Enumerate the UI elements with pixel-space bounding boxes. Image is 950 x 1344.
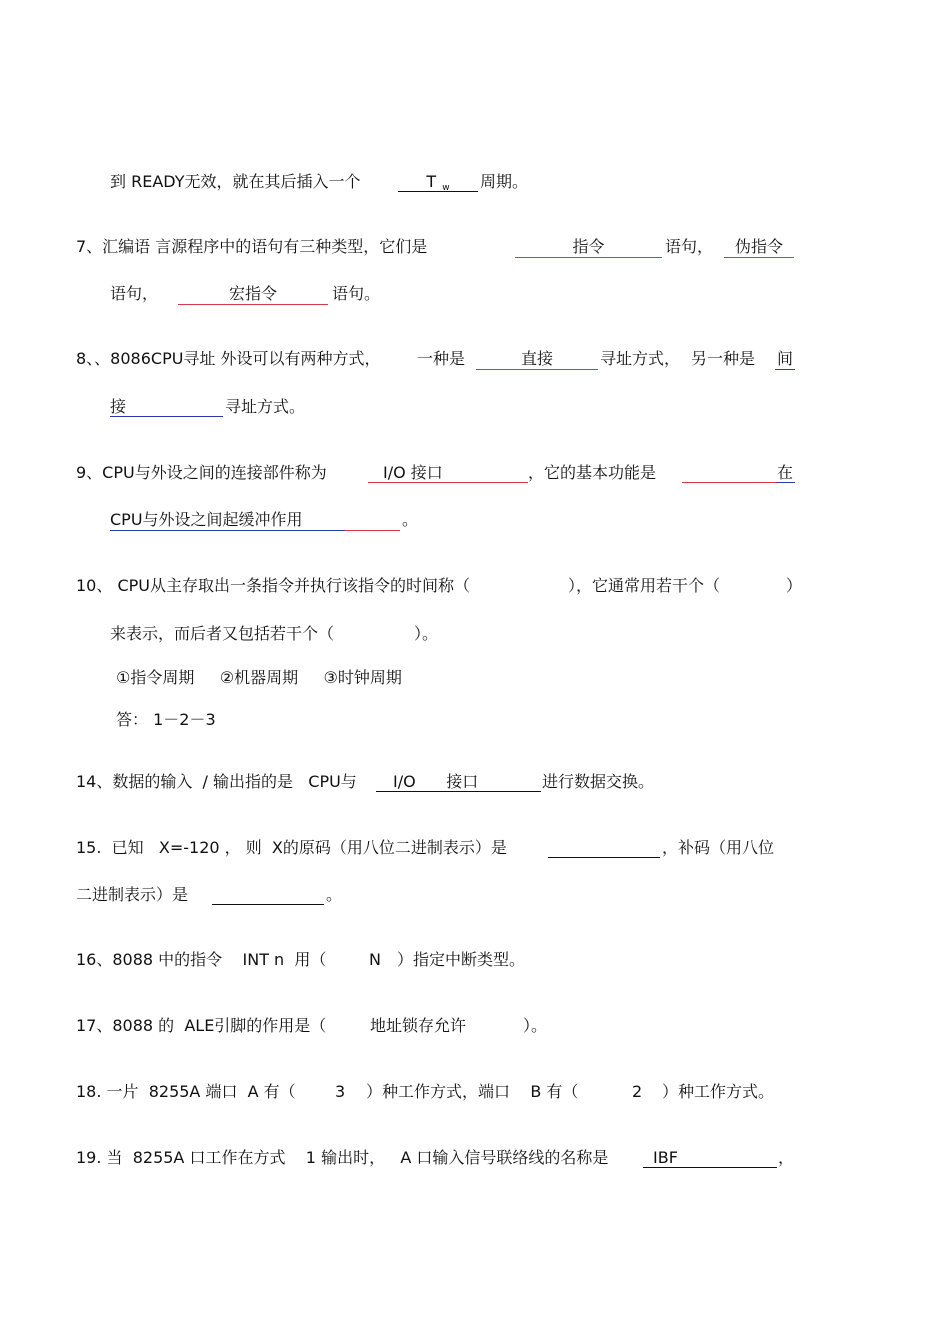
q19-underline-1 (643, 1167, 777, 1168)
q9-underline-1 (368, 482, 528, 483)
q8-post: 寻址方式。 (225, 397, 306, 416)
q7-answer-2: 伪指令 (734, 237, 783, 256)
q10-options: ①指令周期 ②机器周期 ③时钟周期 (116, 668, 402, 687)
q8-mid2: 寻址方式， (600, 349, 681, 368)
q9-post: 。 (402, 510, 419, 529)
q8-underline-1 (476, 369, 598, 370)
q6-post: 周期。 (480, 172, 529, 191)
q14-post: 进行数据交换。 (542, 772, 655, 791)
q17-answer-1: 地址锁存允许 (370, 1016, 467, 1035)
q8-mid3: 另一种是 (691, 349, 756, 368)
q15-blank-1[interactable] (548, 857, 660, 858)
q8-answer-1: 直接 (520, 349, 553, 368)
q8-answer-2a: 间 (777, 349, 794, 368)
q19-answer-1: IBF (653, 1148, 678, 1167)
q9-answer-1: I/O 接口 (383, 463, 443, 482)
q16-pre: 16、8088 中的指令 INT n 用（ (76, 950, 327, 969)
q18-answer-2: 2 (632, 1082, 643, 1101)
q9-underline-2b-red (345, 530, 400, 531)
q15-line1-pre: 15. 已知 X=-120 ， 则 X的原码（用八位二进制表示）是 (76, 838, 507, 857)
q7-underline-3 (178, 304, 328, 305)
q8-underline-2b (110, 416, 223, 417)
q7-post: 语句。 (332, 284, 381, 303)
q8-mid: 一种是 (417, 349, 466, 368)
q19-post: ， (778, 1148, 795, 1167)
q10-line1-c: ） (786, 576, 803, 595)
q8-underline-2a (775, 369, 795, 370)
q6-blank-main: T (426, 172, 437, 191)
q16-answer-1: N (369, 950, 381, 969)
q9-pre: 9、CPU与外设之间的连接部件称为 (76, 463, 327, 482)
q14-pre: 14、数据的输入 / 输出指的是 CPU与 (76, 772, 357, 791)
q9-answer-2a: 在 (777, 463, 794, 482)
q6-pre: 到 READY无效，就在其后插入一个 (110, 172, 361, 191)
q15-line1-post: ，补码（用八位 (662, 838, 775, 857)
q9-answer-2b: CPU与外设之间起缓冲作用 (110, 510, 303, 529)
q7-mid1: 语句， (665, 237, 714, 256)
q17-pre: 17、8088 的 ALE引脚的作用是（ (76, 1016, 327, 1035)
q10-line2-a: 来表示，而后者又包括若干个（ (110, 624, 335, 643)
q9-underline-2a-red (682, 482, 777, 483)
q7-answer-1: 指令 (572, 237, 605, 256)
q7-answer-3: 宏指令 (228, 284, 277, 303)
q10-line1-a: 10、 CPU从主存取出一条指令并执行该指令的时间称（ (76, 576, 470, 595)
q7-pre: 7、汇编语 言源程序中的语句有三种类型，它们是 (76, 237, 428, 256)
q10-answer: 答： 1－2－3 (116, 710, 216, 729)
q19-pre: 19. 当 8255A 口工作在方式 1 输出时， A 口输入信号联络线的名称是 (76, 1148, 609, 1167)
q8-answer-2b: 接 (110, 397, 127, 416)
q6-blank-sub: w (442, 183, 450, 193)
q7-line2-pre: 语句， (110, 284, 159, 303)
q18-post: ）种工作方式。 (662, 1082, 775, 1101)
q7-underline-1 (515, 257, 662, 258)
q18-pre: 18. 一片 8255A 端口 A 有（ (76, 1082, 296, 1101)
q9-mid: ，它的基本功能是 (528, 463, 657, 482)
q15-line2-pre: 二进制表示）是 (76, 885, 189, 904)
q10-line1-b: ），它通常用若干个（ (568, 576, 721, 595)
q14-underline-1 (376, 791, 541, 792)
q10-line2-b: ）。 (414, 624, 439, 643)
q6-blank-underline (398, 191, 478, 192)
q16-post: ）指定中断类型。 (397, 950, 526, 969)
q8-pre: 8、、8086CPU寻址 外设可以有两种方式， (76, 349, 381, 368)
q17-post: ）。 (523, 1016, 548, 1035)
q18-answer-1: 3 (335, 1082, 346, 1101)
q7-underline-2 (724, 257, 794, 258)
q18-mid: ）种工作方式，端口 B 有（ (366, 1082, 579, 1101)
q15-line2-post: 。 (326, 885, 343, 904)
q9-underline-2b-blue (110, 530, 345, 531)
q15-blank-2[interactable] (212, 904, 324, 905)
q14-answer-1: I/O 接口 (393, 772, 479, 791)
q9-underline-2a-blue (777, 482, 795, 483)
